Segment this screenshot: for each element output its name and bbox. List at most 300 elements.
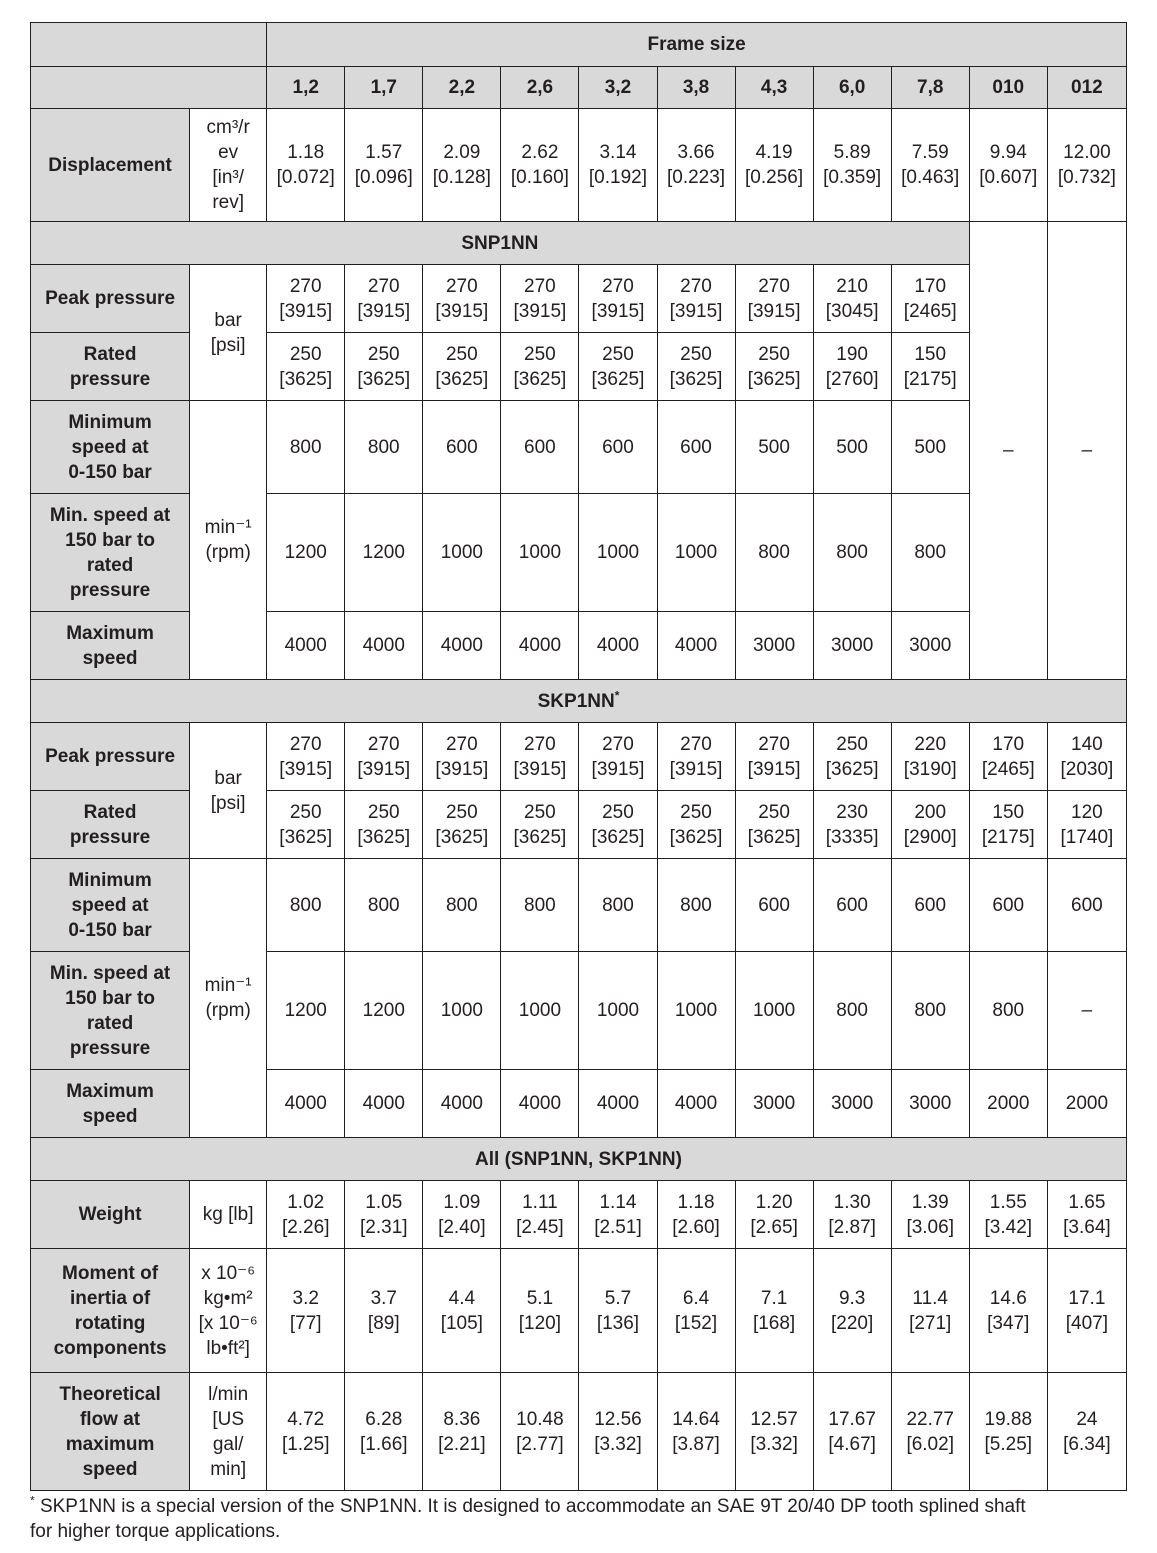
inertia-value-line-2: [105] — [440, 1312, 483, 1334]
min-speed-low-value: 600 — [969, 859, 1047, 952]
min-speed-low-value: 800 — [345, 401, 423, 494]
rated-pressure-value-line-2: [3625] — [357, 826, 411, 848]
max-speed-value: 2000 — [1047, 1070, 1126, 1138]
rated-pressure-value — [891, 333, 969, 401]
min-speed-low-value: 600 — [501, 401, 579, 494]
min-speed-high-value: 1000 — [501, 494, 579, 612]
displacement-value-line-1: 1.18 — [287, 142, 325, 163]
weight-value — [345, 1181, 423, 1249]
row-label-rated-pressure — [31, 791, 190, 859]
row-label-peak-pressure: Peak pressure — [31, 723, 190, 791]
weight-value-line-1: 1.18 — [677, 1191, 715, 1213]
flow-value — [1047, 1373, 1126, 1491]
displacement-value — [657, 109, 735, 222]
unit-pressure-line-2: [psi] — [210, 792, 246, 814]
flow-value — [969, 1373, 1047, 1491]
section-skp1nn-title: SKP1NN — [537, 690, 615, 712]
peak-pressure-value-line-1: 270 — [758, 275, 790, 297]
row-label-rated-pressure-line-2: pressure — [69, 368, 151, 390]
rated-pressure-value — [423, 791, 501, 859]
rated-pressure-value-line-1: 150 — [914, 343, 947, 365]
table-row — [31, 859, 1127, 952]
inertia-value — [579, 1249, 657, 1373]
displacement-value-line-1: 12.00 — [1063, 142, 1111, 163]
max-speed-value: 3000 — [813, 612, 891, 680]
min-speed-low-value: 500 — [813, 401, 891, 494]
table-row — [31, 1373, 1127, 1491]
unit-speed-line-2: (rpm) — [205, 1000, 251, 1021]
row-label-max-speed-line-2: speed — [82, 1105, 138, 1127]
peak-pressure-value — [345, 265, 423, 333]
row-label-min-speed-high-line-1: Min. speed at — [49, 504, 171, 526]
max-speed-value: 4000 — [345, 612, 423, 680]
row-label-rated-pressure-line-1: Rated — [83, 343, 137, 365]
peak-pressure-value — [969, 723, 1047, 791]
min-speed-low-value: 500 — [735, 401, 813, 494]
flow-value — [735, 1373, 813, 1491]
row-label-min-speed-high — [31, 952, 190, 1070]
unit-speed-line-1: min⁻¹ — [204, 517, 252, 538]
rated-pressure-value-line-1: 250 — [602, 343, 634, 365]
row-label-min-speed-high-line-1: Min. speed at — [49, 962, 171, 984]
row-label-rated-pressure-line-1: Rated — [83, 801, 137, 823]
inertia-value — [501, 1249, 579, 1373]
rated-pressure-value-line-2: [3625] — [279, 368, 333, 390]
min-speed-high-value: – — [1047, 952, 1126, 1070]
flow-value-line-1: 17.67 — [828, 1408, 876, 1430]
peak-pressure-value-line-1: 270 — [602, 275, 634, 297]
inertia-value-line-1: 17.1 — [1068, 1287, 1106, 1309]
peak-pressure-value-line-2: [3915] — [669, 300, 723, 322]
frame-size-col: 3,8 — [657, 67, 735, 109]
min-speed-high-value: 1000 — [657, 494, 735, 612]
rated-pressure-value-line-2: [3625] — [279, 826, 333, 848]
inertia-value-line-2: [407] — [1065, 1312, 1109, 1334]
peak-pressure-value-line-1: 270 — [602, 733, 634, 755]
min-speed-low-value: 800 — [579, 859, 657, 952]
unit-speed — [190, 859, 267, 1138]
frame-size-header: Frame size — [267, 23, 1127, 67]
min-speed-low-value: 600 — [735, 859, 813, 952]
flow-value-line-2: [3.32] — [750, 1433, 798, 1455]
rated-pressure-value-line-2: [3625] — [669, 826, 723, 848]
weight-value-line-2: [2.65] — [750, 1216, 798, 1238]
weight-value-line-2: [2.60] — [672, 1216, 720, 1238]
weight-value-line-1: 1.14 — [599, 1191, 637, 1213]
min-speed-high-value: 1000 — [657, 952, 735, 1070]
peak-pressure-value-line-1: 250 — [836, 733, 868, 755]
table-row — [31, 1249, 1127, 1373]
row-label-flow-line-1: Theoretical — [59, 1383, 161, 1405]
flow-value-line-1: 10.48 — [516, 1408, 564, 1430]
rated-pressure-value — [813, 791, 891, 859]
peak-pressure-value-line-2: [3915] — [669, 758, 723, 780]
unit-displacement-line-1: cm³/r — [206, 117, 250, 138]
rated-pressure-value-line-2: [2175] — [903, 368, 957, 390]
rated-pressure-value-line-1: 250 — [367, 801, 400, 823]
max-speed-value: 4000 — [267, 1070, 345, 1138]
rated-pressure-value-line-1: 250 — [680, 801, 712, 823]
displacement-value-line-1: 2.09 — [443, 142, 481, 163]
max-speed-value: 3000 — [735, 612, 813, 680]
min-speed-low-value: 600 — [579, 401, 657, 494]
rated-pressure-value-line-1: 250 — [289, 801, 322, 823]
unit-speed-line-2: (rpm) — [205, 542, 251, 563]
max-speed-value: 4000 — [501, 612, 579, 680]
flow-value-line-1: 24 — [1076, 1408, 1098, 1430]
frame-size-col: 1,7 — [345, 67, 423, 109]
frame-size-col: 010 — [969, 67, 1047, 109]
displacement-value — [501, 109, 579, 222]
snp1nn-012-na: – — [1047, 222, 1126, 680]
inertia-value — [423, 1249, 501, 1373]
max-speed-value: 4000 — [267, 612, 345, 680]
row-label-min-speed-low-line-3: 0-150 bar — [68, 461, 152, 483]
min-speed-high-value: 800 — [813, 952, 891, 1070]
weight-value-line-2: [2.26] — [281, 1216, 330, 1238]
peak-pressure-value — [423, 265, 501, 333]
flow-value-line-2: [6.02] — [906, 1433, 954, 1455]
unit-pressure — [190, 265, 267, 401]
row-label-max-speed-line-1: Maximum — [66, 1080, 154, 1102]
unit-inertia-line-2: kg•m² — [203, 1287, 253, 1309]
row-label-min-speed-low-line-2: speed at — [71, 436, 149, 458]
rated-pressure-value-line-2: [3625] — [591, 826, 645, 848]
unit-inertia-line-1: x 10⁻⁶ — [201, 1262, 256, 1284]
flow-value-line-1: 14.64 — [672, 1408, 720, 1430]
weight-value — [735, 1181, 813, 1249]
inertia-value-line-2: [168] — [752, 1312, 796, 1334]
min-speed-high-value: 1200 — [345, 494, 423, 612]
displacement-value — [969, 109, 1047, 222]
peak-pressure-value — [501, 723, 579, 791]
weight-value — [579, 1181, 657, 1249]
frame-size-col: 6,0 — [813, 67, 891, 109]
flow-value — [423, 1373, 501, 1491]
rated-pressure-value — [735, 333, 813, 401]
unit-pressure — [190, 723, 267, 859]
min-speed-high-value: 800 — [813, 494, 891, 612]
row-label-flow-line-3: maximum — [65, 1433, 155, 1455]
table-row — [31, 109, 1127, 222]
inertia-value — [891, 1249, 969, 1373]
section-snp1nn: SNP1NN — [31, 222, 970, 265]
frame-size-col: 012 — [1047, 67, 1126, 109]
table-row — [31, 1181, 1127, 1249]
peak-pressure-value-line-1: 270 — [524, 275, 556, 297]
inertia-value-line-1: 3.7 — [370, 1287, 397, 1309]
flow-value-line-1: 22.77 — [906, 1408, 954, 1430]
min-speed-low-value: 600 — [657, 401, 735, 494]
weight-value — [657, 1181, 735, 1249]
unit-speed — [190, 401, 267, 680]
row-label-min-speed-low-line-1: Minimum — [68, 411, 152, 433]
row-label-min-speed-low-line-3: 0-150 bar — [68, 919, 152, 941]
peak-pressure-value-line-2: [3915] — [513, 758, 567, 780]
rated-pressure-value — [423, 333, 501, 401]
row-label-inertia-line-3: rotating — [74, 1312, 146, 1334]
min-speed-low-value: 800 — [267, 401, 345, 494]
rated-pressure-value — [657, 333, 735, 401]
min-speed-low-value: 800 — [423, 859, 501, 952]
displacement-value — [813, 109, 891, 222]
max-speed-value: 4000 — [657, 612, 735, 680]
row-label-min-speed-low-line-2: speed at — [71, 894, 149, 916]
rated-pressure-value — [579, 791, 657, 859]
row-label-min-speed-low — [31, 859, 190, 952]
weight-value-line-2: [2.45] — [516, 1216, 564, 1238]
rated-pressure-value — [501, 791, 579, 859]
row-label-rated-pressure — [31, 333, 190, 401]
displacement-value — [735, 109, 813, 222]
table-row — [31, 265, 1127, 333]
inertia-value-line-1: 7.1 — [760, 1287, 788, 1309]
max-speed-value: 2000 — [969, 1070, 1047, 1138]
peak-pressure-value-line-1: 270 — [758, 733, 790, 755]
weight-value-line-2: [2.87] — [828, 1216, 876, 1238]
min-speed-high-value: 800 — [969, 952, 1047, 1070]
peak-pressure-value-line-2: [3915] — [513, 300, 567, 322]
row-label-peak-pressure: Peak pressure — [31, 265, 190, 333]
min-speed-low-value: 600 — [891, 859, 969, 952]
rated-pressure-value — [345, 791, 423, 859]
displacement-value — [345, 109, 423, 222]
peak-pressure-value — [891, 723, 969, 791]
peak-pressure-value — [735, 723, 813, 791]
row-label-min-speed-high — [31, 494, 190, 612]
peak-pressure-value-line-1: 270 — [445, 275, 478, 297]
rated-pressure-value-line-2: [2760] — [825, 368, 879, 390]
rated-pressure-value-line-1: 250 — [758, 801, 790, 823]
unit-flow — [190, 1373, 267, 1491]
min-speed-low-value: 600 — [1047, 859, 1126, 952]
rated-pressure-value-line-2: [3625] — [357, 368, 411, 390]
row-label-flow — [31, 1373, 190, 1491]
min-speed-low-value: 800 — [657, 859, 735, 952]
displacement-value-line-1: 3.14 — [599, 142, 637, 163]
row-label-min-speed-high-line-4: pressure — [69, 579, 151, 601]
inertia-value-line-1: 3.2 — [292, 1287, 319, 1309]
displacement-value — [423, 109, 501, 222]
table-row — [31, 401, 1127, 494]
flow-value-line-2: [1.25] — [281, 1433, 330, 1455]
rated-pressure-value-line-1: 250 — [524, 801, 556, 823]
inertia-value-line-1: 5.1 — [526, 1287, 554, 1309]
peak-pressure-value-line-2: [3915] — [279, 758, 333, 780]
frame-size-col: 4,3 — [735, 67, 813, 109]
row-label-min-speed-low — [31, 401, 190, 494]
displacement-value-line-1: 9.94 — [989, 142, 1027, 163]
rated-pressure-value-line-2: [1740] — [1060, 826, 1114, 848]
section-skp1nn — [31, 680, 1127, 723]
peak-pressure-value — [813, 723, 891, 791]
inertia-value-line-2: [136] — [596, 1312, 640, 1334]
rated-pressure-value — [1047, 791, 1126, 859]
peak-pressure-value — [657, 265, 735, 333]
peak-pressure-value-line-2: [3915] — [279, 300, 333, 322]
peak-pressure-value — [891, 265, 969, 333]
peak-pressure-value — [345, 723, 423, 791]
footnote — [30, 1494, 1130, 1544]
rated-pressure-value — [267, 791, 345, 859]
flow-value — [345, 1373, 423, 1491]
flow-value — [657, 1373, 735, 1491]
weight-value — [1047, 1181, 1126, 1249]
inertia-value-line-1: 9.3 — [838, 1287, 866, 1309]
table-row — [31, 1138, 1127, 1181]
min-speed-low-value: 600 — [813, 859, 891, 952]
displacement-value-line-1: 5.89 — [833, 142, 871, 163]
rated-pressure-value — [969, 791, 1047, 859]
rated-pressure-value-line-2: [3625] — [435, 826, 489, 848]
displacement-value-line-2: [0.192] — [588, 167, 648, 188]
unit-inertia — [190, 1249, 267, 1373]
weight-value-line-1: 1.20 — [755, 1191, 793, 1213]
peak-pressure-value — [267, 265, 345, 333]
rated-pressure-value — [657, 791, 735, 859]
peak-pressure-value-line-2: [3915] — [357, 758, 411, 780]
peak-pressure-value-line-1: 270 — [680, 275, 712, 297]
peak-pressure-value-line-2: [2465] — [981, 758, 1035, 780]
row-label-max-speed-line-2: speed — [82, 647, 138, 669]
inertia-value-line-1: 14.6 — [989, 1287, 1027, 1309]
weight-value-line-1: 1.39 — [911, 1191, 949, 1213]
unit-displacement — [190, 109, 267, 222]
peak-pressure-value-line-1: 270 — [289, 733, 322, 755]
row-label-min-speed-high-line-2: 150 bar to — [65, 987, 155, 1009]
max-speed-value: 4000 — [345, 1070, 423, 1138]
rated-pressure-value-line-1: 250 — [680, 343, 712, 365]
footnote-line-2: for higher torque applications. — [30, 1521, 281, 1542]
max-speed-value: 4000 — [423, 612, 501, 680]
min-speed-high-value: 1000 — [735, 952, 813, 1070]
row-label-displacement: Displacement — [31, 109, 190, 222]
min-speed-low-value: 800 — [267, 859, 345, 952]
rated-pressure-value-line-1: 120 — [1071, 801, 1103, 823]
inertia-value — [657, 1249, 735, 1373]
displacement-value-line-2: [0.128] — [432, 167, 491, 188]
frame-size-col: 2,6 — [501, 67, 579, 109]
rated-pressure-value-line-1: 250 — [602, 801, 634, 823]
rated-pressure-value-line-1: 230 — [836, 801, 868, 823]
flow-value-line-1: 12.57 — [750, 1408, 798, 1430]
weight-value — [891, 1181, 969, 1249]
unit-pressure-line-1: bar — [214, 767, 242, 789]
rated-pressure-value — [579, 333, 657, 401]
rated-pressure-value-line-2: [3625] — [747, 826, 801, 848]
weight-value-line-1: 1.30 — [833, 1191, 871, 1213]
rated-pressure-value-line-1: 250 — [445, 343, 478, 365]
min-speed-high-value: 1200 — [267, 952, 345, 1070]
inertia-value-line-1: 4.4 — [448, 1287, 476, 1309]
max-speed-value: 4000 — [579, 1070, 657, 1138]
weight-value-line-2: [2.31] — [360, 1216, 408, 1238]
flow-value-line-1: 4.72 — [287, 1408, 325, 1430]
row-label-weight: Weight — [31, 1181, 190, 1249]
displacement-value — [891, 109, 969, 222]
displacement-value-line-2: [0.732] — [1057, 167, 1116, 188]
unit-pressure-line-2: [psi] — [210, 334, 246, 356]
rated-pressure-value-line-2: [3625] — [513, 826, 567, 848]
peak-pressure-value — [657, 723, 735, 791]
rated-pressure-value — [813, 333, 891, 401]
peak-pressure-value-line-2: [3625] — [825, 758, 879, 780]
displacement-value — [579, 109, 657, 222]
max-speed-value: 3000 — [735, 1070, 813, 1138]
rated-pressure-value-line-1: 250 — [367, 343, 400, 365]
row-label-inertia-line-1: Moment of — [62, 1262, 159, 1284]
corner-cell — [31, 23, 267, 67]
row-label-max-speed — [31, 1070, 190, 1138]
inertia-value — [1047, 1249, 1126, 1373]
min-speed-high-value: 800 — [891, 494, 969, 612]
peak-pressure-value-line-2: [2465] — [903, 300, 957, 322]
peak-pressure-value — [501, 265, 579, 333]
table-row — [31, 23, 1127, 67]
peak-pressure-value-line-1: 170 — [914, 275, 947, 297]
max-speed-value: 3000 — [891, 1070, 969, 1138]
peak-pressure-value-line-2: [3915] — [435, 300, 489, 322]
rated-pressure-value-line-2: [3625] — [669, 368, 723, 390]
rated-pressure-value-line-2: [3625] — [435, 368, 489, 390]
min-speed-high-value: 1000 — [579, 952, 657, 1070]
rated-pressure-value-line-1: 200 — [914, 801, 947, 823]
footnote-line-1 — [30, 1494, 1130, 1519]
peak-pressure-value-line-2: [2030] — [1060, 758, 1114, 780]
weight-value-line-2: [2.51] — [594, 1216, 642, 1238]
min-speed-low-value: 600 — [423, 401, 501, 494]
weight-value-line-1: 1.05 — [365, 1191, 403, 1213]
specification-table — [30, 22, 1127, 1491]
row-label-rated-pressure-line-2: pressure — [69, 826, 151, 848]
weight-value-line-2: [3.64] — [1063, 1216, 1111, 1238]
row-label-min-speed-high-line-3: rated — [86, 1012, 134, 1034]
section-all: All (SNP1NN, SKP1NN) — [31, 1138, 1127, 1181]
displacement-value-line-2: [0.463] — [901, 167, 960, 188]
footnote-ref-mark: * — [614, 688, 620, 703]
unit-inertia-line-4: lb•ft²] — [206, 1337, 250, 1359]
inertia-value-line-2: [220] — [831, 1312, 874, 1334]
row-label-min-speed-high-line-3: rated — [86, 554, 134, 576]
inertia-value — [345, 1249, 423, 1373]
flow-value-line-2: [6.34] — [1063, 1433, 1111, 1455]
peak-pressure-value-line-1: 270 — [445, 733, 478, 755]
peak-pressure-value-line-1: 210 — [836, 275, 868, 297]
flow-value-line-1: 8.36 — [443, 1408, 481, 1430]
rated-pressure-value — [501, 333, 579, 401]
displacement-value-line-2: [0.160] — [510, 167, 569, 188]
rated-pressure-value-line-2: [3335] — [825, 826, 879, 848]
displacement-value-line-2: [0.072] — [276, 167, 335, 188]
peak-pressure-value-line-1: 140 — [1071, 733, 1103, 755]
weight-value-line-2: [3.06] — [906, 1216, 954, 1238]
table-row — [31, 67, 1127, 109]
displacement-value-line-2: [0.096] — [354, 167, 413, 188]
min-speed-low-value: 500 — [891, 401, 969, 494]
flow-value-line-2: [3.32] — [594, 1433, 642, 1455]
row-label-inertia — [31, 1249, 190, 1373]
min-speed-high-value: 1000 — [501, 952, 579, 1070]
row-label-min-speed-high-line-2: 150 bar to — [65, 529, 155, 551]
inertia-value-line-2: [77] — [289, 1312, 322, 1334]
unit-inertia-line-3: [x 10⁻⁶ — [198, 1312, 258, 1334]
peak-pressure-value-line-1: 170 — [992, 733, 1025, 755]
row-label-min-speed-low-line-1: Minimum — [68, 869, 152, 891]
displacement-value-line-1: 4.19 — [755, 142, 793, 163]
peak-pressure-value — [579, 265, 657, 333]
max-speed-value: 3000 — [813, 1070, 891, 1138]
rated-pressure-value-line-1: 250 — [445, 801, 478, 823]
